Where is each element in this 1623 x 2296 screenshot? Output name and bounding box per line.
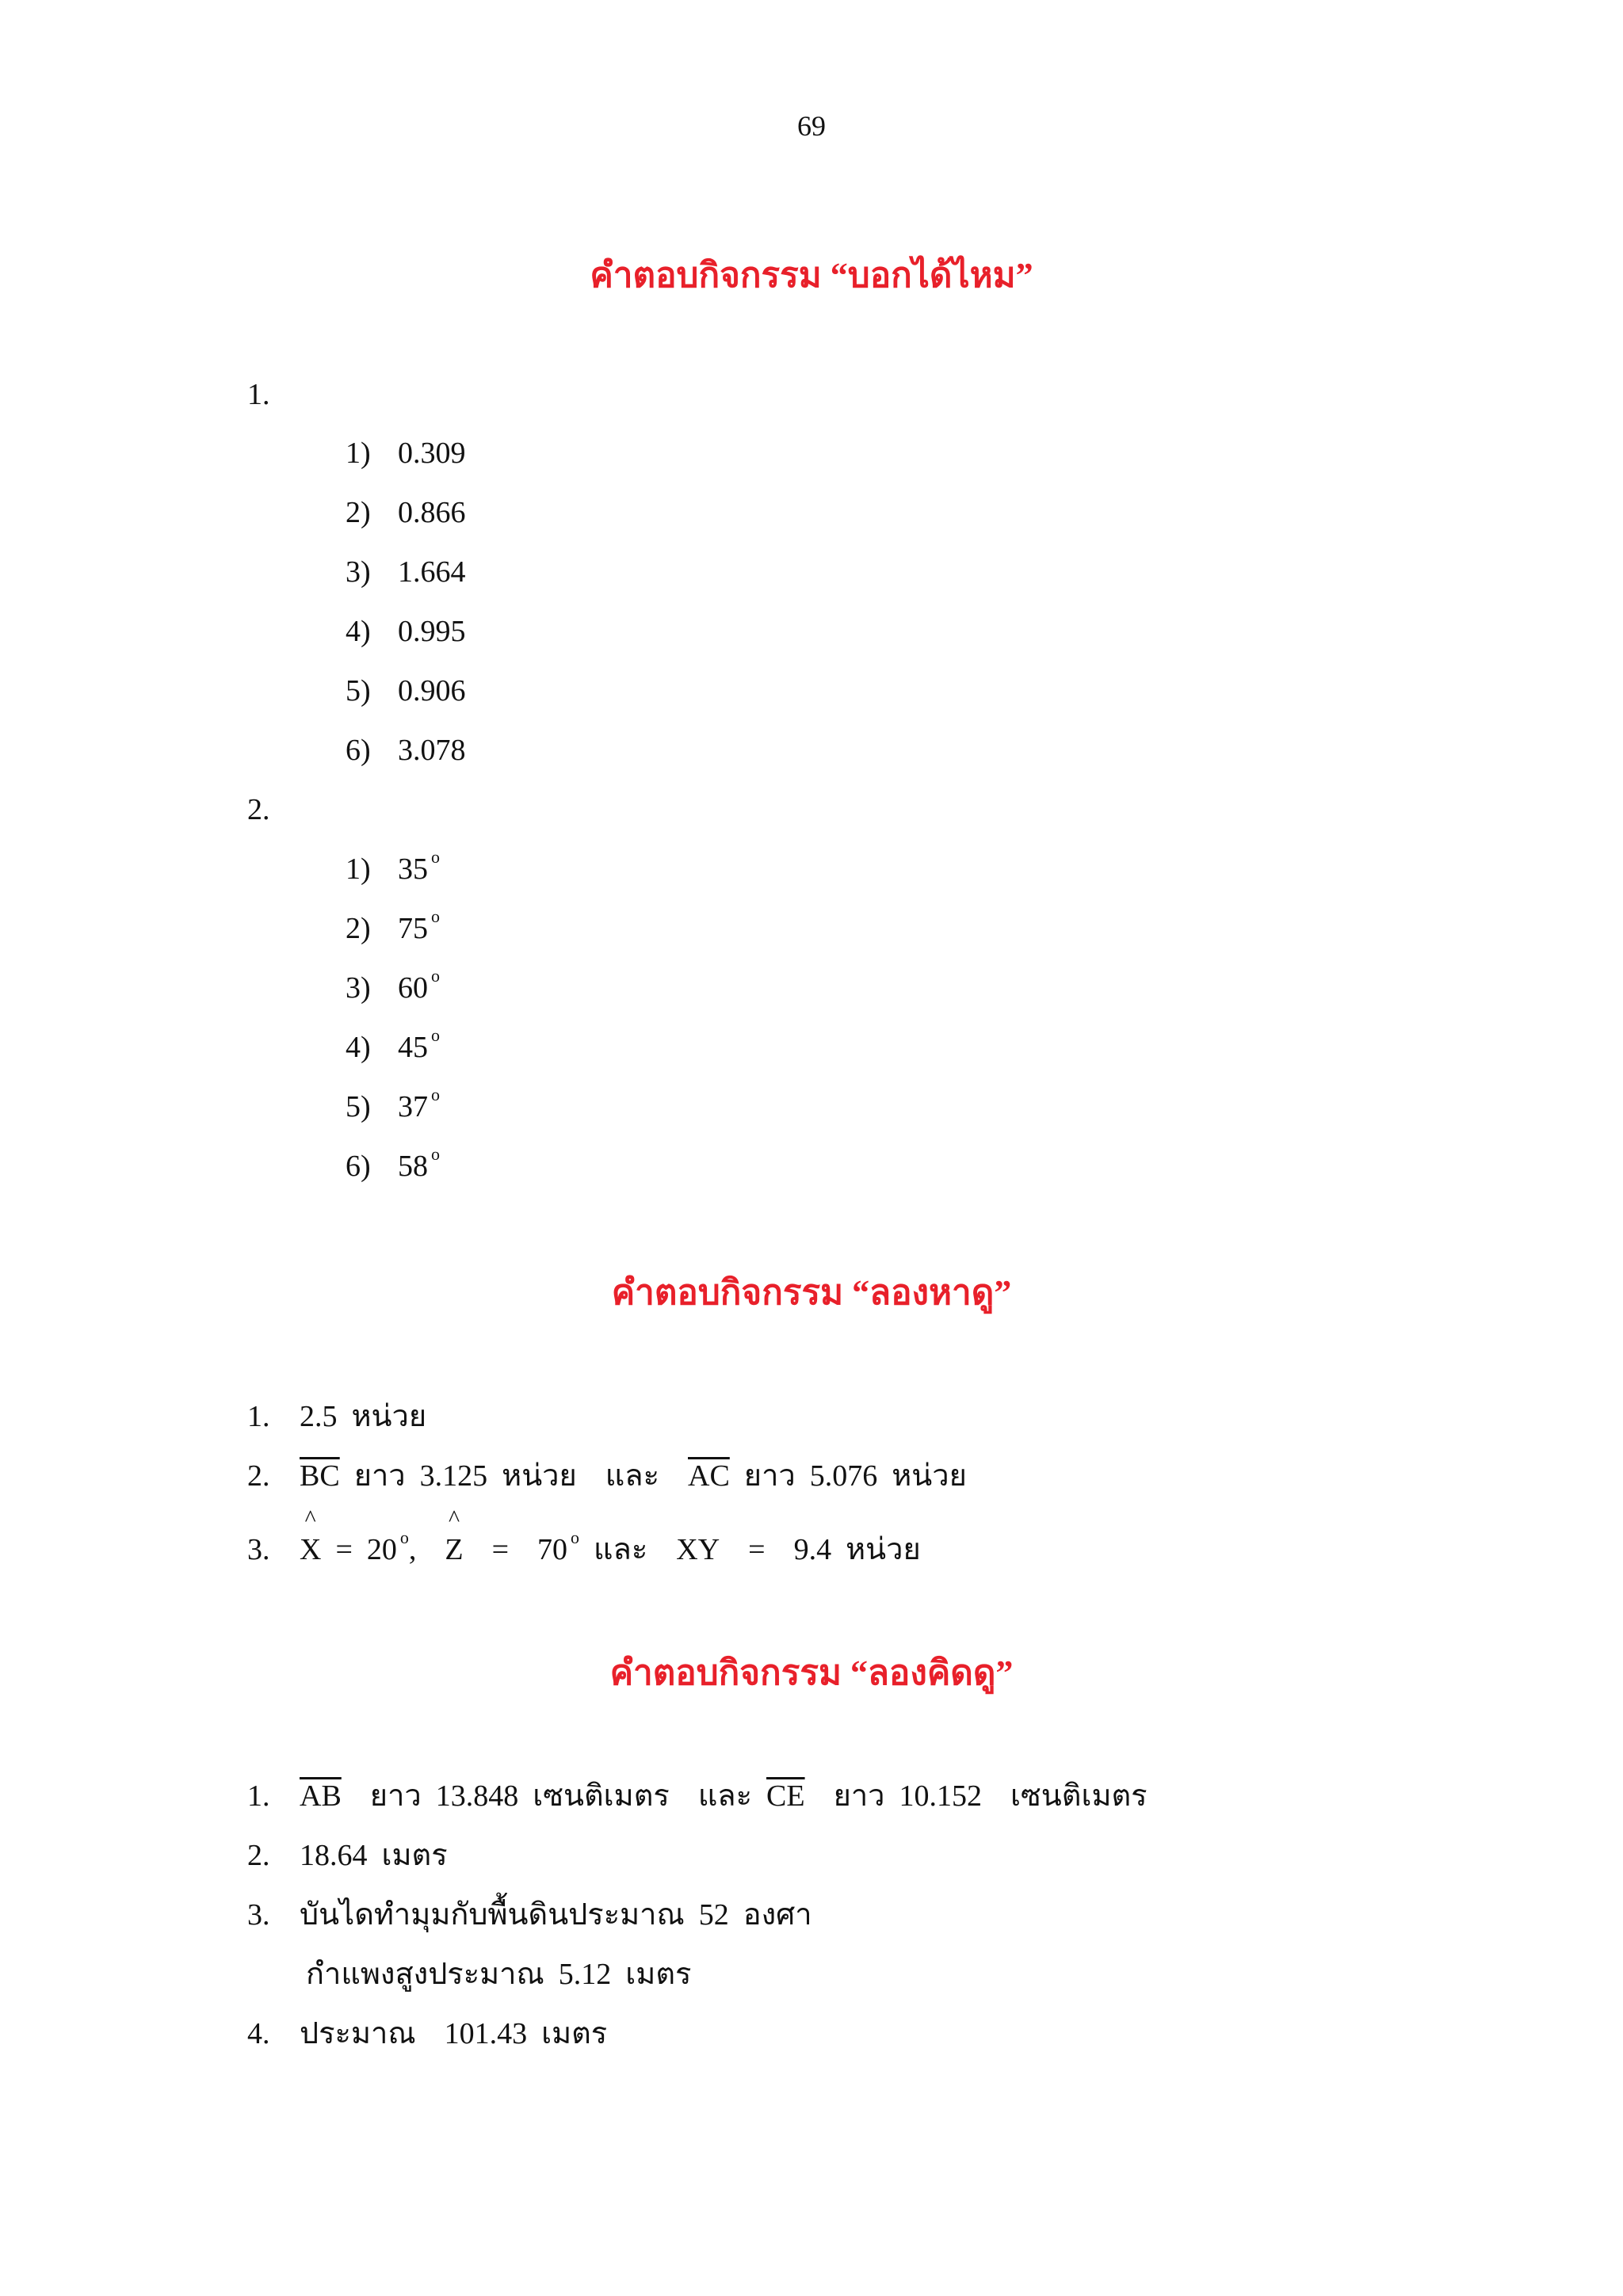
degree-symbol: o: [431, 906, 440, 926]
degree-symbol: o: [399, 1527, 409, 1547]
item-value: 58 $^o$: [398, 1144, 440, 1183]
question-2-label: 2.: [247, 793, 270, 826]
item-number: 1): [346, 437, 371, 470]
item-number: 5): [346, 674, 371, 707]
item-value: 75 $^o$: [398, 906, 440, 945]
item-number: 1): [346, 852, 371, 886]
question-1-label: 1.: [247, 378, 270, 411]
degree-symbol: o: [431, 847, 440, 867]
answer-line: 4. ประมาณ 101.43 เมตร: [247, 2017, 608, 2050]
item-number: 4): [346, 615, 371, 648]
segment-ac: $\overline{AC}$: [688, 1459, 730, 1493]
item-number: 6): [346, 1150, 371, 1183]
item-value: 60 $^o$: [398, 966, 440, 1005]
item-value: 3.078: [398, 734, 466, 767]
item-number: 5): [346, 1090, 371, 1123]
degree-symbol: o: [431, 1025, 440, 1045]
degree-symbol: o: [431, 966, 440, 986]
section-heading-try-find: คำตอบกิจกรรม “ลองหาดู”: [611, 1273, 1012, 1312]
answer-line: 1. 2.5 หน่วย: [247, 1400, 427, 1433]
item-number: 4): [346, 1031, 371, 1064]
item-number: 6): [346, 734, 371, 767]
item-value: 0.995: [398, 615, 466, 648]
item-value: 1.664: [398, 555, 466, 589]
item-value: 0.866: [398, 496, 466, 529]
item-value: 37 $^o$: [398, 1085, 440, 1123]
section-heading-tell-me: คำตอบกิจกรรม “บอกได้ไหม”: [590, 256, 1033, 295]
item-number: 3): [346, 555, 371, 589]
degree-symbol: o: [431, 1085, 440, 1104]
item-number: 2): [346, 912, 371, 945]
answer-line: 2. 18.64 เมตร: [247, 1839, 448, 1872]
page-number: 69: [797, 110, 826, 142]
answer-line: 3. บันไดทำมุมกับพื้นดินประมาณ 52 องศา: [247, 1898, 812, 1932]
degree-symbol: o: [431, 1144, 440, 1164]
segment-ce: $\overline{CE}$: [766, 1779, 805, 1813]
item-number: 2): [346, 496, 371, 529]
item-value: 0.906: [398, 674, 466, 707]
item-number: 3): [346, 971, 371, 1005]
segment-bc: $\overline{BC}$: [300, 1459, 340, 1493]
answer-line: 2. $\overline{BC}$ ยาว 3.125 หน่วย และ $\overline{AC}$ ยาว 5.076 หน่วย: [247, 1459, 967, 1493]
degree-symbol: o: [571, 1527, 580, 1547]
answer-line: 1. $\overline{AB}$ ยาว 13.848 เซนติเมตร และ $\overline{CE}$ ยาว 10.152 เซนติเมตร: [247, 1779, 1148, 1813]
item-value: 35 $^o$: [398, 847, 440, 886]
angle-z: ^ Z: [445, 1532, 463, 1567]
angle-x: ^ X: [300, 1532, 321, 1567]
item-value: 0.309: [398, 437, 466, 470]
segment-ab: $\overline{AB}$: [300, 1779, 342, 1813]
answer-line: 3. ^ X = 20 $^o$, ^ Z = 70 $^o$ และ XY = 9.4 หน่วย: [247, 1524, 921, 1573]
item-value: 45 $^o$: [398, 1025, 440, 1064]
answer-line-continued: กำแพงสูงประมาณ 5.12 เมตร: [306, 1958, 692, 1991]
section-heading-try-think: คำตอบกิจกรรม “ลองคิดดู”: [609, 1653, 1014, 1692]
